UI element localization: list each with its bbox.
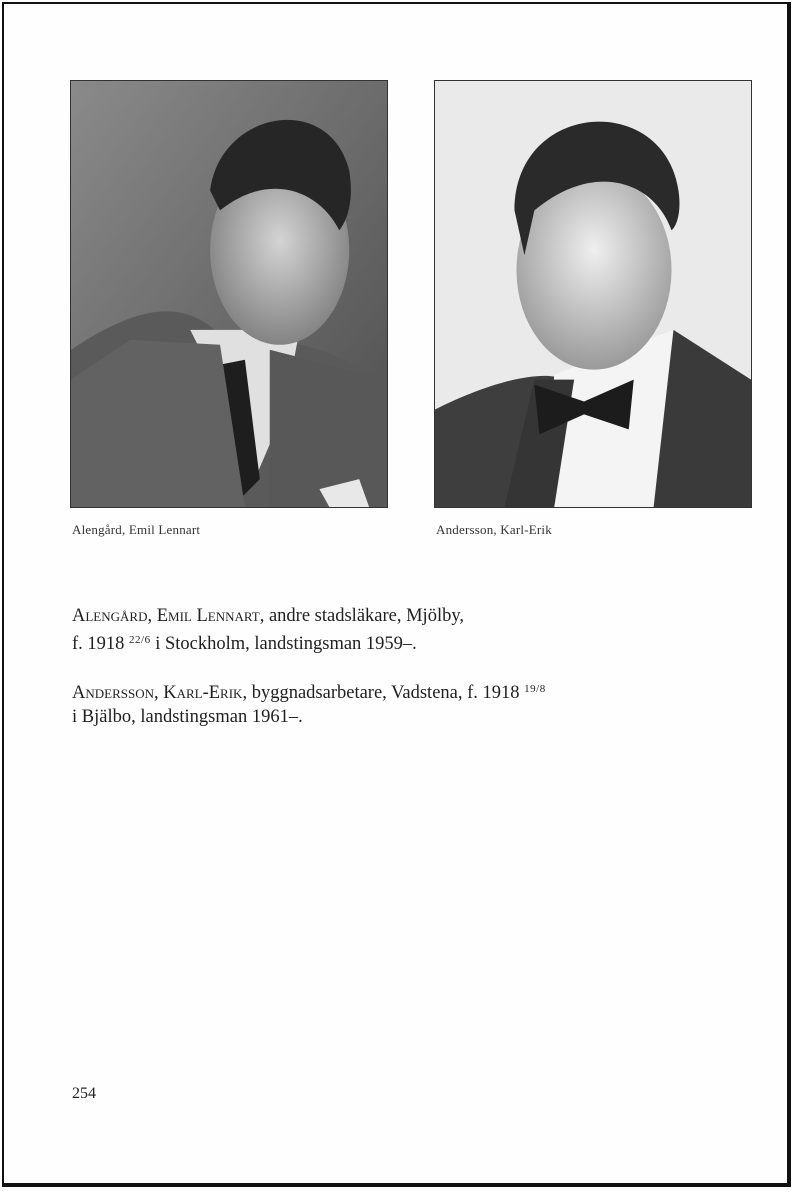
- portrait-image: [71, 81, 387, 507]
- biography-entry-alengard: [72, 604, 632, 656]
- biography-entry-andersson: [72, 677, 632, 729]
- portrait-photo-alengard: [70, 80, 388, 508]
- page-number: 254: [72, 1085, 96, 1102]
- portrait-photo-andersson: [434, 80, 752, 508]
- entry-line: [72, 628, 632, 656]
- entry-line: [72, 705, 632, 729]
- entry-text: byggnadsarbetare, Vadstena, f. 1918: [247, 683, 525, 703]
- entry-line: [72, 677, 632, 705]
- entry-line: [72, 604, 632, 628]
- book-page: [2, 2, 791, 1187]
- photo-caption-right: Andersson, Karl-Erik: [436, 522, 552, 537]
- birth-date-fraction: 19/8: [524, 683, 546, 695]
- photo-caption-left: Alengård, Emil Lennart: [72, 522, 201, 537]
- birth-date-fraction: 22/6: [129, 634, 151, 646]
- portrait-image: [435, 81, 751, 507]
- entry-text: i Bjälbo, landstingsman 1961–.: [72, 707, 303, 727]
- entry-text: i Stockholm, landstingsman 1959–.: [150, 634, 417, 654]
- entry-name: Alengård, Emil Lennart,: [72, 606, 265, 626]
- entry-name: Andersson, Karl-Erik,: [72, 683, 248, 703]
- entry-text: andre stadsläkare, Mjölby,: [264, 606, 465, 626]
- entry-text: f. 1918: [72, 634, 130, 654]
